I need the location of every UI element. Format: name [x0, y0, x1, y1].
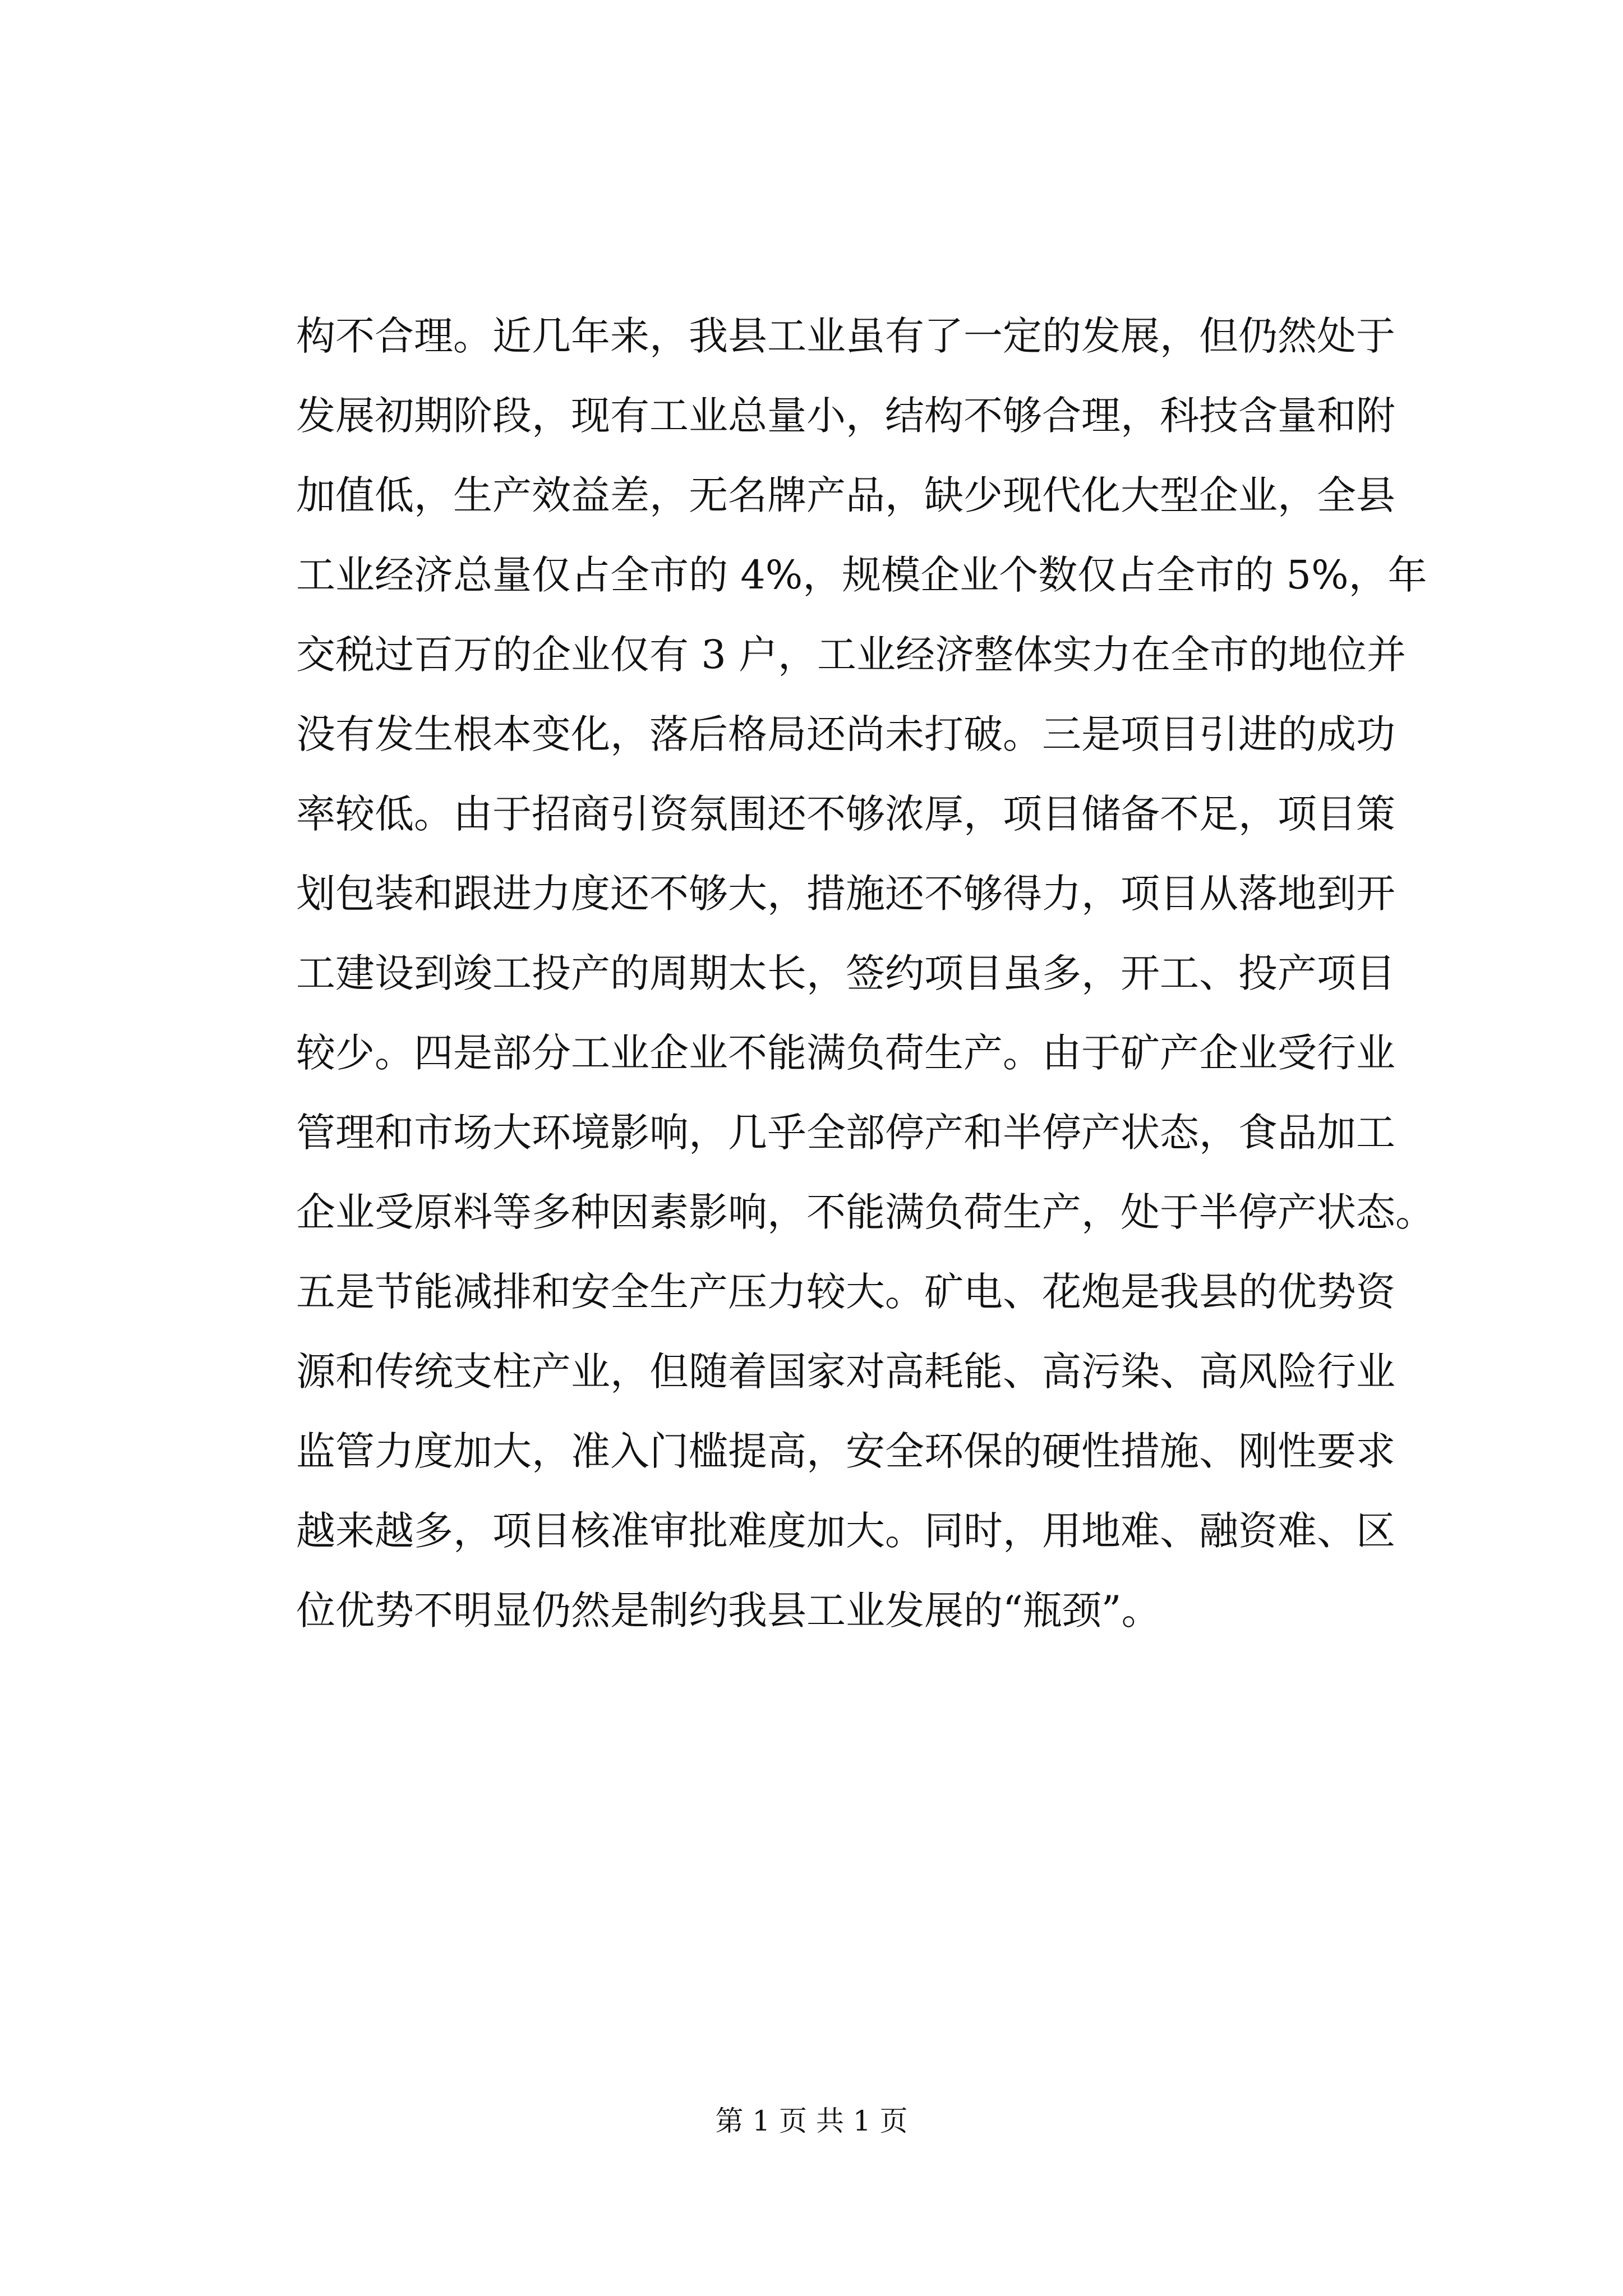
- text-line: 交税过百万的企业仅有 3 户，工业经济整体实力在全市的地位并: [296, 632, 1407, 678]
- text-line: 监管力度加大，准入门槛提高，安全环保的硬性措施、刚性要求: [296, 1428, 1395, 1474]
- text-line: 率较低。由于招商引资氛围还不够浓厚，项目储备不足，项目策: [296, 791, 1395, 837]
- text-line: 较少。四是部分工业企业不能满负荷生产。由于矿产企业受行业: [296, 1030, 1395, 1076]
- text-line: 源和传统支柱产业，但随着国家对高耗能、高污染、高风险行业: [296, 1349, 1395, 1395]
- text-line: 管理和市场大环境影响，几乎全部停产和半停产状态，食品加工: [296, 1110, 1395, 1156]
- text-line-last: 位优势不明显仍然是制约我县工业发展的“瓶颈”。: [296, 1588, 1161, 1634]
- text-line: 发展初期阶段，现有工业总量小，结构不够合理，科技含量和附: [296, 393, 1395, 439]
- text-line: 没有发生根本变化，落后格局还尚未打破。三是项目引进的成功: [296, 711, 1395, 757]
- text-line: 划包装和跟进力度还不够大，措施还不够得力，项目从落地到开: [296, 871, 1395, 917]
- text-line: 工建设到竣工投产的周期太长，签约项目虽多，开工、投产项目: [296, 950, 1395, 996]
- text-line: 加值低，生产效益差，无名牌产品，缺少现代化大型企业，全县: [296, 472, 1395, 518]
- text-line: 工业经济总量仅占全市的 4%，规模企业个数仅占全市的 5%，年: [296, 552, 1427, 598]
- text-line: 越来越多，项目核准审批难度加大。同时，用地难、融资难、区: [296, 1508, 1395, 1554]
- text-line: 企业受原料等多种因素影响，不能满负荷生产，处于半停产状态。: [296, 1189, 1435, 1235]
- text-line: 五是节能减排和安全生产压力较大。矿电、花炮是我县的优势资: [296, 1269, 1395, 1315]
- page-footer: 第 1 页 共 1 页: [715, 2105, 908, 2137]
- text-line: 构不合理。近几年来，我县工业虽有了一定的发展，但仍然处于: [296, 313, 1395, 359]
- body-text: [296, 296, 1435, 1650]
